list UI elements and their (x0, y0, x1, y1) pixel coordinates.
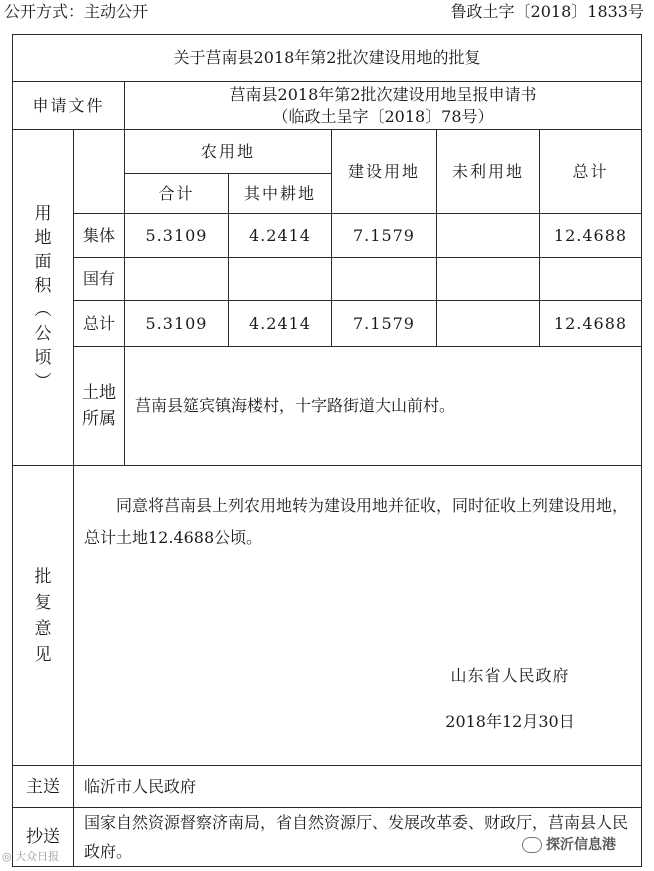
header-total: 总计 (572, 161, 609, 181)
approval-label-char: 见 (34, 644, 52, 665)
row-label: 总计 (82, 313, 115, 333)
row-label: 国有 (82, 269, 115, 288)
application-line-2: （临政土呈字〔2018〕78号） (272, 106, 494, 126)
approval-opinion-label (13, 466, 73, 765)
land-area-label-char: 公 (34, 323, 52, 344)
cell-unused (437, 258, 539, 300)
main-recipient-label: 主送 (26, 776, 60, 797)
wechat-logo-icon (522, 837, 542, 853)
land-area-label-char: ︵ (34, 299, 52, 320)
approval-label-char: 复 (34, 592, 52, 613)
cell-construction: 7.1579 (353, 313, 415, 333)
land-area-label-char: 积 (34, 275, 52, 296)
ownership-label-line-1: 土地 (82, 383, 116, 403)
header-subtotal: 合计 (158, 183, 195, 203)
row-label: 集体 (82, 225, 115, 245)
cell-subtotal: 5.3109 (145, 313, 208, 333)
header-arable-land: 其中耕地 (243, 183, 316, 203)
land-area-label-char: 用 (34, 203, 52, 224)
cell-arable: 4.2414 (249, 313, 311, 333)
cell-subtotal (125, 258, 228, 300)
approval-text: 同意将莒南县上列农用地转为建设用地并征收，同时征收上列建设用地，总计土地12.4688公顷。 (84, 496, 629, 547)
watermark-right: 探沂信息港 (522, 834, 616, 854)
document-title: 关于莒南县2018年第2批次建设用地的批复 (173, 48, 481, 67)
cell-arable (229, 258, 331, 300)
application-label: 申请文件 (32, 95, 105, 115)
cc-value: 国家自然资源督察济南局，省自然资源厅、发展改革委、财政厅，莒南县人民政府。 (84, 813, 629, 861)
land-area-label-char: ︶ (34, 371, 52, 392)
header-agricultural-land: 农用地 (200, 141, 255, 161)
header-construction-land: 建设用地 (347, 161, 420, 181)
cell-unused (437, 301, 539, 346)
ownership-label (74, 347, 124, 465)
cell-construction: 7.1579 (353, 225, 415, 245)
approval-label-char: 意 (34, 618, 52, 639)
cell-total: 12.4688 (553, 313, 628, 333)
cell-unused (437, 214, 539, 257)
land-area-label (13, 130, 73, 465)
cell-construction (332, 258, 436, 300)
newspaper-logo-icon: ◎ (2, 850, 16, 863)
watermark-left: ◎ 大众日报 (2, 850, 60, 863)
cc-label: 抄送 (26, 827, 60, 847)
disclosure-method: 公开方式：主动公开 (4, 2, 149, 21)
land-area-label-char: 面 (34, 251, 52, 272)
approval-date: 2018年12月30日 (445, 712, 575, 731)
issuer: 山东省人民政府 (450, 666, 570, 685)
header-unused-land: 未利用地 (451, 161, 524, 181)
main-recipient-value: 临沂市人民政府 (84, 776, 197, 796)
cell-subtotal: 5.3109 (145, 225, 208, 245)
land-area-label-char: 地 (34, 227, 52, 248)
ownership-label-line-2: 所属 (82, 409, 116, 429)
cell-arable: 4.2414 (249, 225, 311, 245)
document-number: 鲁政土字〔2018〕1833号 (450, 2, 644, 21)
application-line-1: 莒南县2018年第2批次建设用地呈报申请书 (229, 84, 537, 104)
cell-total: 12.4688 (553, 225, 628, 245)
land-area-label-char: 顷 (34, 347, 52, 368)
cell-total (540, 258, 641, 300)
ownership-value: 莒南县筵宾镇海楼村，十字路街道大山前村。 (135, 396, 456, 415)
approval-label-char: 批 (34, 566, 52, 587)
application-document (125, 82, 641, 129)
